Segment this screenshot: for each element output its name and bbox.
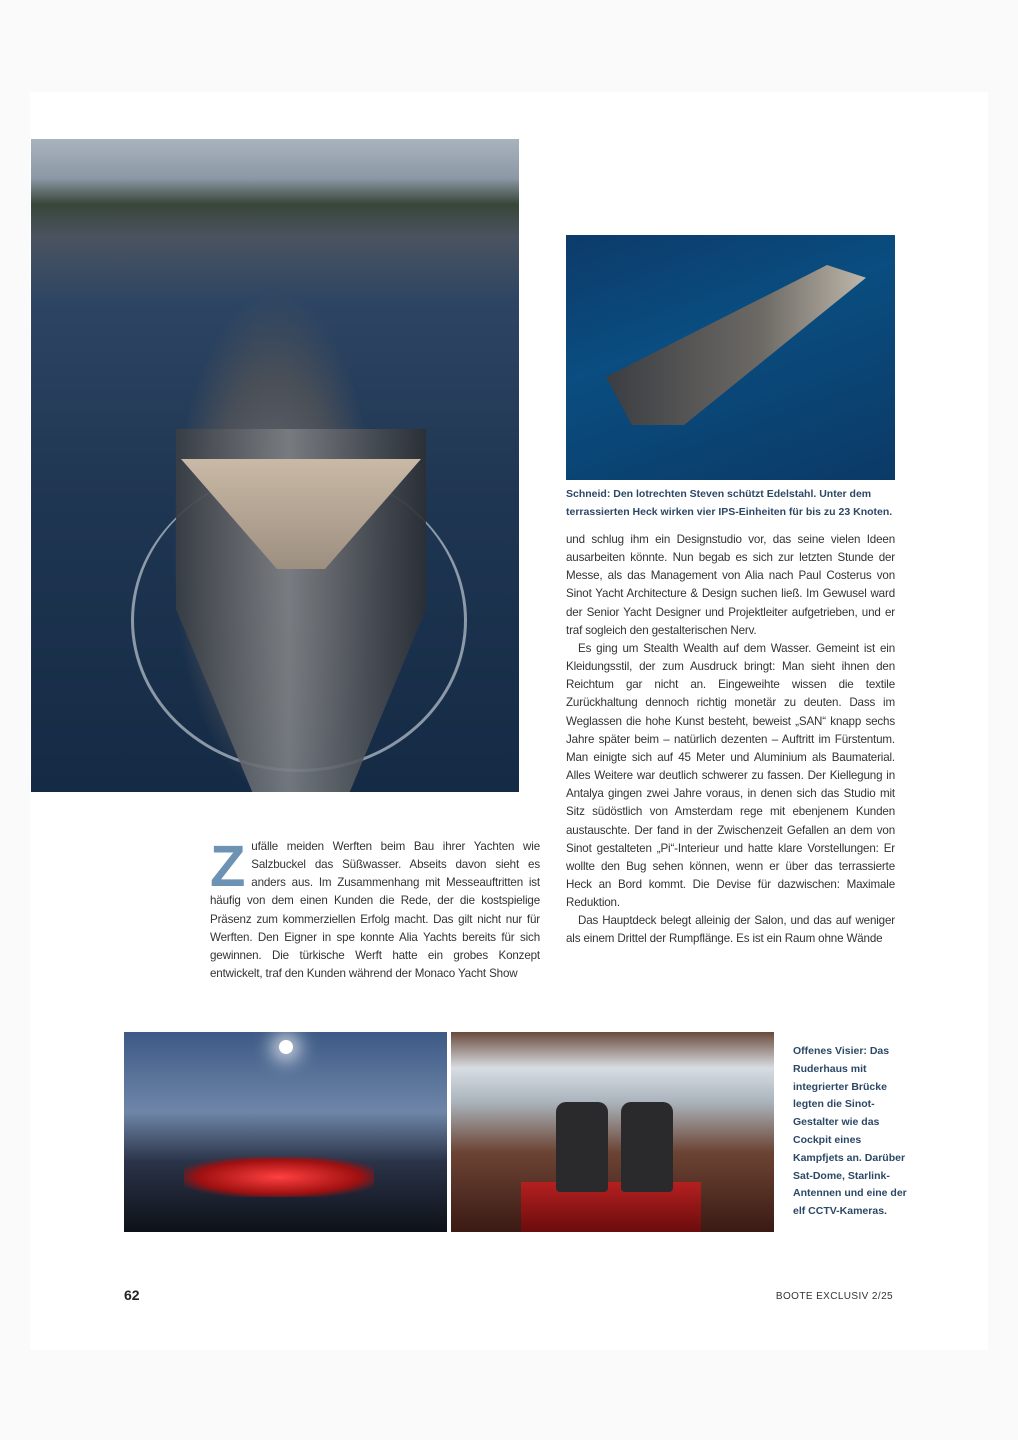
yacht-aerial-photo xyxy=(566,235,895,480)
helm-seat-shape xyxy=(556,1102,608,1192)
red-light-shape xyxy=(184,1157,374,1197)
photo-caption-top: Schneid: Den lotrechten Steven schützt Edelstahl. Unter dem terrassierten Heck wirken vier IPS-Einheiten für bis zu 23 Knoten. xyxy=(566,488,893,518)
yacht-shape xyxy=(606,265,866,425)
drop-cap: Z xyxy=(210,834,246,899)
wheelhouse-exterior-photo xyxy=(124,1032,447,1232)
photo-caption-bottom: Offenes Visier: Das Ruderhaus mit integrierter Brücke legten die Sinot-Gestalter wie das Cockpit eines Kampfjets an. Darüber Sat-Dome, Starlink-Antennen und eine der elf CCTV-Kameras. xyxy=(793,1045,907,1218)
paragraph: und schlug ihm ein Designstudio vor, das seine vielen Ideen ausarbeiten könnte. Nun begab es sich zur letzten Stunde der Messe, als das Management von Alia nach Paul Costerus von Sinot Yacht Architecture & Design suchen ließ. Im Gewusel ward der Senior Yacht Designer und Projektleiter aufgetrieben, und er traf sogleich den gestalterischen Nerv. xyxy=(566,533,895,637)
article-column-left xyxy=(210,834,540,983)
page-number: 62 xyxy=(124,1287,140,1303)
magazine-issue: BOOTE EXCLUSIV 2/25 xyxy=(775,1291,893,1302)
red-floor-shape xyxy=(521,1182,701,1232)
wheelhouse-interior-photo xyxy=(451,1032,774,1232)
paragraph: ufälle meiden Werften beim Bau ihrer Yachten wie Salzbuckel das Süßwasser. Abseits davon sieht es anders aus. Im Zusammenhang mit Messeauftritten ist häufig von dem einen Kunden die Rede, der die kostspielige Präsenz zum kommerziellen Erfolg macht. Das gilt nicht nur für Werften. Den Eigner in spe konnte Alia Yachts bereits für sich gewinnen. Die türkische Werft hatte ein grobes Konzept entwickelt, traf den Kunden während der Monaco Yacht Show xyxy=(210,840,540,981)
mast-light-shape xyxy=(279,1040,293,1054)
yacht-bow-photo xyxy=(31,139,519,792)
paragraph: Es ging um Stealth Wealth auf dem Wasser. Gemeint ist ein Kleidungsstil, der zum Ausdruck bringt: Man sieht ihnen den Reichtum gar nicht an. Eingeweihte wissen die textile Zurückhaltung dennoch richtig monetär zu deuten. Dass im Weglassen die hohe Kunst besteht, beweist „SAN“ knapp sechs Jahre später beim – natürlich dezenten – Auftritt im Fürstentum. Man einigte sich auf 45 Meter und Aluminium als Baumaterial. Alles Weitere war deutlich schwerer zu fassen. Der Kiellegung in Antalya gingen zwei Jahre voraus, in denen sich das Studio mit Sitz südöstlich von Amsterdam rege mit ebenjenem Kunden austauschte. Der fand in der Zwischenzeit Gefallen an dem von Sinot gestalteten „Pi“-Interieur und hatte klare Vorstellungen: Er wollte den Bug sehen können, wenn er über das terrassierte Heck an Bord kommt. Die Devise für dazwischen: Maximale Reduktion. xyxy=(566,641,895,910)
article-column-right xyxy=(566,531,895,949)
helm-seat-shape xyxy=(621,1102,673,1192)
paragraph: Das Hauptdeck belegt alleinig der Salon, und das auf weniger als einem Drittel der Rumpflänge. Es ist ein Raum ohne Wände xyxy=(566,914,895,946)
